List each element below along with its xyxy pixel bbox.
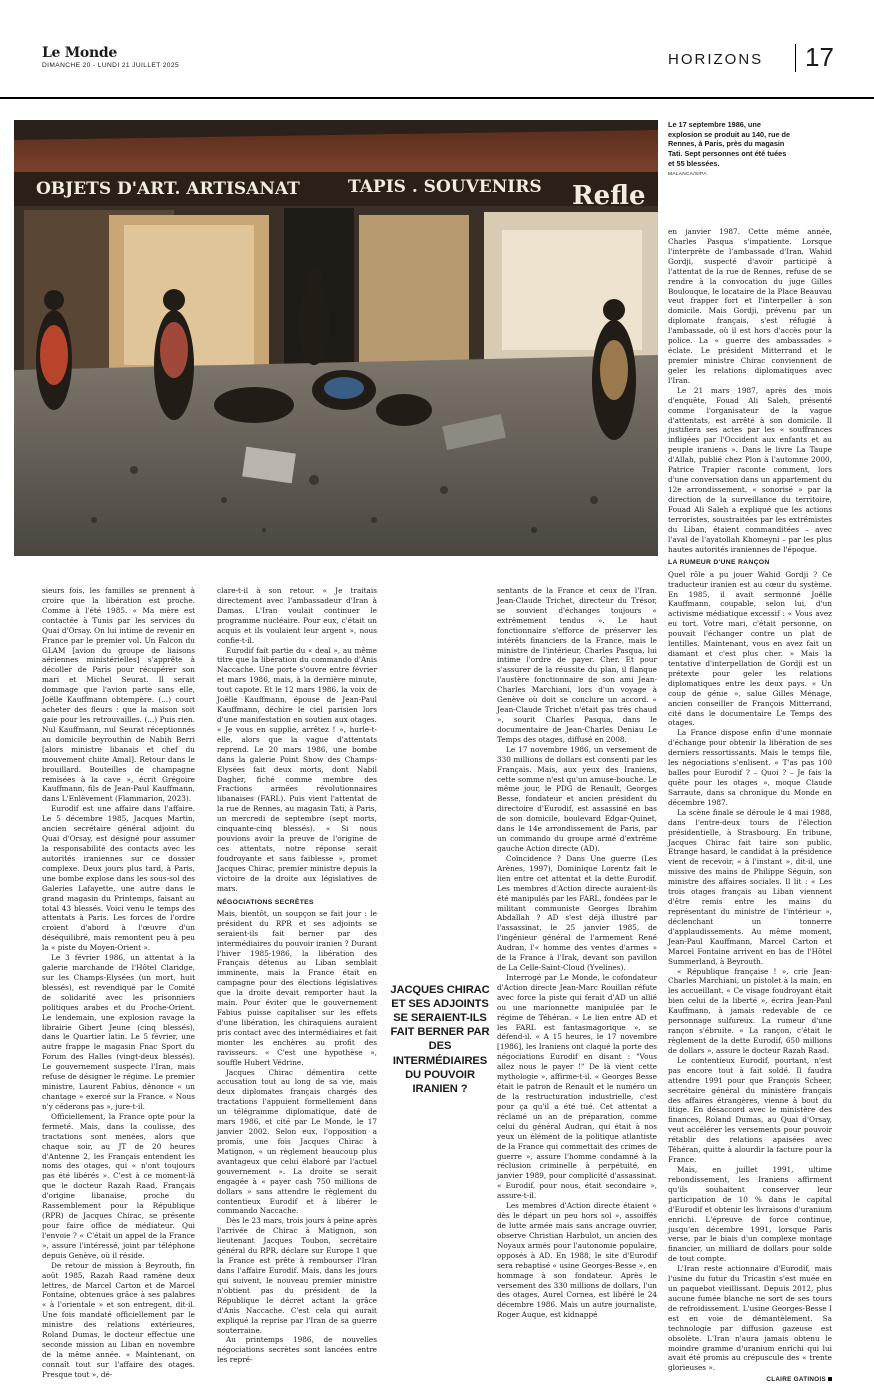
paragraph: Coïncidence ? Dans Une guerre (Les Arènes, 1997), Dominique Lorentz fait le lien entre cet attentat et la dette Eurodif. Les membres d'Action directe auraient-ils été manipulés par les FARL, fondées par le militant communiste Georges Ibrahim Abdallah ? AD s'est déjà illustré par l'assassinat, le 25 janvier 1985, de l'ingénieur général de l'armement René Audran, l'« homme des ventes d'armes » de la France à l'Irak, devant son pavillon de La Celle-Saint-Cloud (Yvelines). xyxy=(497,853,657,973)
photo-illustration xyxy=(14,120,658,556)
pull-quote: JACQUES CHIRAC ET SES ADJOINTS SE SERAIENT-ILS FAIT BERNER PAR DES INTERMÉDIAIRES DU POUVOIR IRANIEN ? xyxy=(390,984,490,1095)
paragraph: La France dispose enfin d'une monnaie d'échange pour obtenir la libération de ses derniers ressortissants. Mais le temps file, les négociations s'enlisent. « T'as pas 100 balles pour Eurodif ? – Quoi ? – Je fais la quête pour les otages », moque Claude Sarraute, dans sa chronique du Monde en décembre 1987. xyxy=(668,728,832,807)
author-signature xyxy=(668,1376,832,1385)
end-mark-icon xyxy=(828,1377,832,1381)
author-name: CLAIRE GATINOIS xyxy=(766,1376,826,1384)
photo-sign-right2: Refle xyxy=(572,181,646,211)
paragraph: Eurodif fait partie du « deal », au même titre que la libération du commando d'Anis Naccache. Une porte s'ouvre entre février et mars 1986, mais, à la dernière minute, tout capote. Et le 12 mars 1986, la voix de Joëlle Kauffmann, épouse de Jean-Paul Kauffmann, déchire le ciel parisien lors d'une manifestation en soutien aux otages. « Je vous en supplie, arrêtez ! », hurle-t-elle, alors que la vague d'attentats reprend. Le 20 mars 1986, une bombe dans la galerie Point Show des Champs-Elysées fait deux morts, dont Nabil Dagher, fiché comme membre des Fractions armées révolutionnaires libanaises (FARL). Puis vient l'attentat de la rue de Rennes, au magasin Tati, à Paris, un mercredi de septembre (sept morts, cinquante-cinq blessés). « Si nous pouvions avoir la preuve de l'origine de ces attentats, notre réponse serait foudroyante et sans faiblesse », promet Jacques Chirac, premier ministre depuis la victoire de la droite aux législatives de mars. xyxy=(217,645,377,893)
paragraph: Le contentieux Eurodif, pourtant, n'est pas encore tout à fait soldé. Il faudra attendre 1991 pour que François Scheer, secrétaire général du ministère français des affaires étrangères, vienne à bout du litige. En désaccord avec le ministère des finances, Roland Dumas, au Quai d'Orsay, veut accélérer les versements pour pouvoir rétablir des relations apaisées avec Téhéran, quitte à alourdir la facture pour la France. xyxy=(668,1055,832,1165)
header-rule xyxy=(0,97,874,99)
section-name: HORIZONS xyxy=(668,51,764,68)
article-column-2 xyxy=(217,586,377,1365)
photo-sign-left: OBJETS D'ART. ARTISANAT xyxy=(36,179,300,199)
paragraph: Le 21 mars 1987, après des mois d'enquête, Fouad Ali Saleh, présenté comme l'organisateur de la vague d'attentats, est arrêté à son domicile. Il justifiera ses actes par les « souffrances infligées par l'Occident aux enfants et au peuple iraniens ». Dans le livre La Taupe d'Allah, publié chez Plon à l'automne 2000, Patrice Trapier raconte comment, lors d'une conversation dans un appartement du 12e arrondissement, « sonorisé » par la direction de la surveillance du territoire, Fouad Ali Saleh a expliqué que les actions terroristes, soustraitées par les extrémistes du Liban, étaient commanditées – avec l'aval de l'ayatollah Khomeyni – par les plus hautes autorités iraniennes de l'époque. xyxy=(668,385,832,554)
subheading: LA RUMEUR D'UNE RANÇON xyxy=(668,559,770,567)
paragraph: La scène finale se déroule le 4 mai 1988, dans l'entre-deux tours de l'élection présidentielle, à Strasbourg. En tribune, Jacques Chirac fait taire son public. Etrange hasard, le candidat à la présidence vient de recevoir, « à l'instant », dit-il, une missive des mains de Philippe Séguin, son ministre des affaires sociales. Il lit : « Les trois otages français au Liban viennent d'être remis entre les mains du représentant du ministre de l'intérieur », déclenchant un tonnerre d'applaudissements. Au même moment, Jean-Paul Kauffmann, Marcel Carton et Marcel Fontaine arrivent en bas de l'Hôtel Summerland, à Beyrouth. xyxy=(668,807,832,966)
paragraph: Jacques Chirac démentira cette accusation tout au long de sa vie, mais deux diplomates français chargés des tractations l'appuient formellement dans un télégramme diplomatique, daté de mars 1986, et cité par Le Monde, le 17 janvier 2002. Selon eux, l'opposition a promis, une fois Jacques Chirac à Matignon, « un règlement beaucoup plus avantageux que celui élaboré par l'actuel gouvernement ». La droite se serait engagée à « payer cash 750 millions de dollars » sans attendre le règlement du contentieux Eurodif et à libérer le commando Naccache. xyxy=(217,1067,377,1216)
paragraph: Quel rôle a pu jouer Wahid Gordji ? Ce traducteur iranien est au cœur du système. En 1985, il avait sermonné Joëlle Kauffmann, coupable, selon lui, d'un activisme médiatique excessif : « Vous avez eu tort. Votre mari, c'était personne, on pouvait l'échanger contre un plat de lentilles. Maintenant, vous en avez fait un diamant et c'est plus cher. » Mais la tentative d'interpellation de Gordji est un prétexte pour geler les relations diplomatiques entre les deux pays. « Un coup de génie », salue Gilles Ménage, ancien conseiller de François Mitterrand, cité dans le documentaire Le Temps des otages. xyxy=(668,569,832,728)
subheading: NÉGOCIATIONS SECRÈTES xyxy=(217,898,314,906)
paragraph: Au printemps 1986, de nouvelles négociations secrètes sont lancées entre les repré- xyxy=(217,1335,377,1365)
paragraph: Officiellement, la France opte pour la fermeté. Mais, dans la coulisse, des tractations sont menées, alors que chaque soir, au JT de 20 heures d'Antenne 2, les Français entendent les noms des otages, qui « n'ont toujours pas été libérés ». C'est à ce moment-là que le docteur Razah Raad, Français d'origine libanaise, proche du Rassemblement pour la République (RPR) de Jacques Chirac, se présente pour faire office de médiateur. Qui l'envoie ? « C'était un appel de la France », assure l'intéressé, joint par téléphone depuis Genève, où il réside. xyxy=(42,1111,195,1260)
paragraph: De retour de mission à Beyrouth, fin août 1985, Razah Raad ramène deux lettres, de Marcel Carton et de Marcel Fontaine, obtenues grâce à ses palabres « à l'orientale » et son entregent, dit-il. Une fois mandaté officiellement par le ministre des relations extérieures, Roland Dumas, le docteur effectue une seconde mission au Liban en novembre de la même année. « Maintenant, on connaît tout sur l'affaire des otages. Presque tout », dé- xyxy=(42,1260,195,1379)
paragraph: Mais, bientôt, un soupçon se fait jour : le président du RPR et ses adjoints se seraient-ils fait berner par des intermédiaires du pouvoir iranien ? Durant l'hiver 1985-1986, la libération des Français détenus au Liban semblait imminente, mais la France était en campagne pour des élections législatives que la droite devait remporter haut la main. Pour éviter que le gouvernement Fabius puisse capitaliser sur les effets d'une libération, les chiraquiens auraient pris contact avec des intermédiaires et fait monter les enchères au profit des ravisseurs. « C'est une hypothèse », souffle Hubert Védrine. xyxy=(217,908,377,1067)
masthead-logo: Le Monde xyxy=(42,45,117,61)
photo-sign-right: TAPIS . SOUVENIRS xyxy=(348,177,542,197)
paragraph: Eurodif est une affaire dans l'affaire. Le 5 décembre 1985, Jacques Martin, ancien secrétaire général adjoint du Quai d'Orsay, est désigné pour assumer la responsabilité des contacts avec les autorités iraniennes sur ce dossier complexe. Deux jours plus tard, à Paris, une bombe explose dans les sous-sol des Galeries Lafayette, une autre dans le grand magasin du Printemps, faisant au total 43 blessés. Voici venu le temps des attentats à Paris. Les forces de l'ordre croient d'abord à l'œuvre d'un déséquilibré, mais remontent peu à peu la « piste du Moyen-Orient ». xyxy=(42,804,195,953)
paragraph: L'Iran reste actionnaire d'Eurodif, mais l'usine du futur du Tricastin s'est muée en un paquebot vieillissant. Depuis 2012, plus aucune fumée blanche ne sort de ses tours de refroidissement. L'usine Georges-Besse I est en voie de démantèlement. Sa technologie par diffusion gazeuse est obsolète. L'Iran n'aura jamais obtenu le moindre gramme d'uranium enrichi qui lui avait été promis au crépuscule des « trente glorieuses ». xyxy=(668,1264,832,1373)
paragraph: Mais, en juillet 1991, ultime rebondissement, les Iraniens affirment qu'ils souhaitent conserver leur participation de 10 % dans le capital d'Eurodif et obtenir les livraisons d'uranium enrichi. L'épreuve de force continue, jusqu'en décembre 1991, lorsque Paris verse, par le biais d'un complexe montage financier, un milliard de dollars pour solde de tout compte. xyxy=(668,1164,832,1264)
paragraph: clare-t-il à son retour. « Je traitais directement avec l'ambassadeur d'Iran à Damas. L'Iran voulait continuer le programme nucléaire. Pour eux, c'était un acquis et ils voulaient leur argent », nous confie-t-il. xyxy=(217,586,377,645)
paragraph: sentants de la France et ceux de l'Iran. Jean-Claude Trichet, directeur du Trésor, se souvient d'échanges toujours « extrêmement tendus ». Le haut fonctionnaire s'efforce de préserver les intérêts financiers de la France, mais le ministre de l'intérieur, Charles Pasqua, lui intime l'ordre de payer. Cher. Et pour s'assurer de la réussite du plan, il flanque l'austère fonctionnaire de son ami Jean-Charles Marchiani, lors d'un voyage à Genève où doit se conclure un accord. « Jean-Claude Trichet n'était pas très chaud », sourit Charles Pasqua, dans le documentaire de Jean-Charles Deniau Le Temps des otages, diffusé en 2008. xyxy=(497,586,657,744)
paragraph: sieurs fois, les familles se prennent à croire que la libération est proche. Comme à l'été 1985. « Ma mère est contactée à Tunis par les services du Quai d'Orsay. On lui intime de revenir en France par le premier vol. Un Falcon du GLAM [avion du groupe de liaisons aériennes ministérielles] s'apprête à décoller de Paris pour récupérer son mari et Michel Seurat. Il serait dommage que l'avion parte sans elle, Joëlle Kauffmann obtempère. (...) court acheter des fleurs : que la maison soit gaie pour les retrouvailles. (...) Puis rien. Nul Kauffmann, nul Seurat réceptionnés au domicile beyrouthin de Nabih Berri [alors ministre libanais et chef du mouvement chiite Amal]. Retour dans le brouillard. Bouteilles de champagne remisées à la cave », écrit Grégoire Kauffmann, fils de Jean-Paul Kauffmann, dans L'Enlèvement (Flammarion, 2023). xyxy=(42,586,195,804)
issue-date: DIMANCHE 20 - LUNDI 21 JUILLET 2025 xyxy=(42,62,180,69)
page-number: 17 xyxy=(805,42,834,72)
photo-credit: MALANCA/SIPA xyxy=(668,172,707,177)
paragraph: Dès le 23 mars, trois jours à peine après l'arrivée de Chirac à Matignon, son lieutenant Jacques Toubon, secrétaire général du RPR, déclare sur Europe 1 que la France est prête à rembourser l'Iran dans l'affaire Eurodif. Mais, dans les jours qui suivent, le nouveau premier ministre n'obtient pas du président de la République le décret actant la grâce d'Anis Naccache. C'est cela qui aurait expliqué la reprise par l'Iran de sa guerre souterraine. xyxy=(217,1216,377,1335)
paragraph: « République française ! », crie Jean-Charles Marchiani, un pistolet à la main, en les accueillant. « Ce visage foudroyant était bien celui de la liberté », écrira Jean-Paul Kauffmann, à jamais redevable de ce personnage sulfureux. La rumeur d'une rançon s'ébruite. « La rançon, c'était le règlement de la dette Eurodif, 650 millions de dollars », assure le docteur Razah Raad. xyxy=(668,966,832,1055)
article-column-4 xyxy=(668,227,832,1385)
paragraph: Interrogé par Le Monde, le cofondateur d'Action directe Jean-Marc Rouillan réfute avec force la piste qui ferait d'AD un allié ou une marionnette manipulée par le régime de Téhéran. « Le lien entre AD et les FARL est fantasmagorique », se défend-il. « A 15 heures, le 17 novembre [1986], les Iraniens ont claqué la porte des négociations Eurodif en disant : "Vous allez nous le payer !" De là vient cette mythologie », affirme-t-il. « Georges Besse était le patron de Renault et le numéro un de la restructuration industrielle, c'est pour ça qu'il a été tué. Cet attentat a réclamé un an de préparation, comme celui du général Audran, qui était à nos yeux un élément de la politique atlantiste de la France qui commettait des crimes de guerre », assure l'homme condamné à la réclusion criminelle à perpétuité, en janvier 1989, pour complicité d'assassinat. « Eurodif, pour nous, était secondaire », assure-t-il. xyxy=(497,972,657,1201)
article-column-3 xyxy=(497,586,657,1320)
article-column-1 xyxy=(42,586,195,1380)
news-photo xyxy=(14,120,658,556)
paragraph: en janvier 1987. Cette même année, Charles Pasqua s'impatiente. Lorsque l'interprète de l'ambassade d'Iran, Wahid Gordji, suspecté d'avoir participé à l'attentat de la rue de Rennes, refuse de se rendre à la convocation du juge Gilles Boulouque, le locataire de la Place Beauvau veut frapper fort et l'interpeller à son domicile. Mais Gordji, prévenu par un diplomate français, s'est réfugié à l'ambassade, où il est hors d'accès pour la police. La « guerre des ambassades » éclate. Le président Mitterrand et le premier ministre Chirac conviennent de geler les relations diplomatiques avec l'Iran. xyxy=(668,227,832,385)
paragraph: Le 17 novembre 1986, un versement de 330 millions de dollars est consenti par les Français. Mais, aux yeux des Iraniens, cette somme n'est qu'un amuse-bouche. Le même jour, le PDG de Renault, Georges Besse, fondateur et ancien président du directoire d'Eurodif, est assassiné en bas de son domicile, boulevard Edgar-Quinet, dans le 14e arrondissement de Paris, par un commando du groupe armé d'extrême gauche Action directe (AD). xyxy=(497,744,657,853)
paragraph: Les membres d'Action directe étaient « dès le départ un peu hors sol », assoiffés de lutte armée mais sans ancrage ouvrier, observe Christian Harbulot, un ancien des Noyaux armés pour l'autonomie populaire, opposés à AD. En 1988, le site d'Eurodif sera rebaptisé « usine Georges-Besse », en hommage à son fondateur. Après le versement des 330 millions de dollars, l'un des otages, Aurel Cornea, est libéré le 24 décembre 1986. Mais un autre journaliste, Roger Auque, est kidnappé xyxy=(497,1201,657,1320)
paragraph: Le 3 février 1986, un attentat à la galerie marchande de l'Hôtel Claridge, sur les Champs-Elysées (un mort, huit blessés), est revendiqué par le Comité de solidarité avec les prisonniers politiques arabes et du Proche-Orient. Le lendemain, une explosion ravage la librairie Gibert Jeune (cinq blessés), dans le Quartier latin. Le 5 février, une autre frappe le magasin Fnac Sport du Forum des Halles (vingt-deux blessés). Le gouvernement suspecte l'Iran, mais refuse de désigner le régime. Le premier ministre, Laurent Fabius, dénonce « un chantage » exercé sur la France. « Nous n'y céderons pas », jure-t-il. xyxy=(42,953,195,1111)
header-separator xyxy=(795,44,796,72)
photo-caption: Le 17 septembre 1986, une explosion se produit au 140, rue de Rennes, à Paris, près du magasin Tati. Sept personnes ont été tuées et 55 blessées. xyxy=(668,120,791,168)
